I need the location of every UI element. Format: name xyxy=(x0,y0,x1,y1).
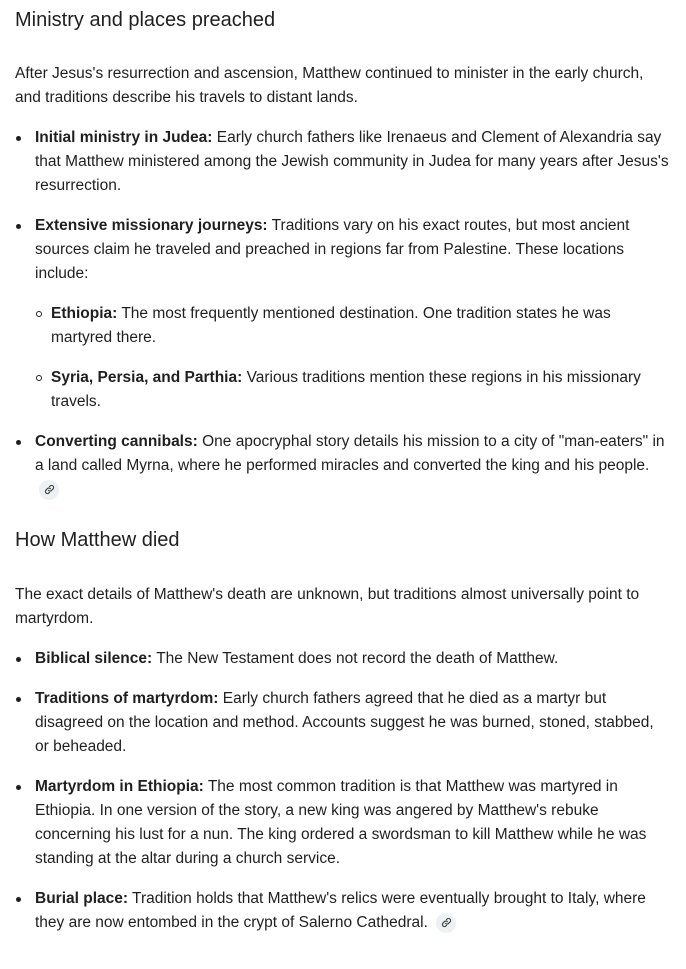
item-title: Converting cannibals: xyxy=(35,433,198,450)
item-text: Traditions vary on his exact routes, but most ancient sources claim he traveled and preached in regions far from Palestine. These locations include: xyxy=(35,217,630,282)
list-item xyxy=(15,647,670,671)
item-text: Early church fathers like Irenaeus and Clement of Alexandria say that Matthew ministered among the Jewish community in Judea for many years after Jesus's resurrection. xyxy=(35,129,669,194)
list-item xyxy=(15,687,670,759)
sublist-item xyxy=(35,302,670,350)
source-link-button[interactable] xyxy=(436,913,456,933)
subitem-text: Various traditions mention these regions in his missionary travels. xyxy=(51,369,641,410)
sublist-item xyxy=(35,366,670,414)
item-text: One apocryphal story details his mission to a city of "man-eaters" in a land called Myrna, where he performed miracles and converted the king and his people. xyxy=(35,433,665,474)
subitem-text: The most frequently mentioned destination. One tradition states he was martyred there. xyxy=(51,305,611,346)
link-icon xyxy=(44,484,55,495)
locations-sublist xyxy=(35,302,670,414)
item-title: Extensive missionary journeys: xyxy=(35,217,268,234)
source-link-button[interactable] xyxy=(39,480,59,500)
item-title: Traditions of martyrdom: xyxy=(35,690,219,707)
death-list xyxy=(15,647,670,935)
item-text: The most common tradition is that Matthew was martyred in Ethiopia. In one version of the story, a new king was angered by Matthew's rebuke concerning his lust for a nun. The king ordered a swordsman to kill Matthew while he was standing at the altar during a church service. xyxy=(35,778,647,867)
item-title: Burial place: xyxy=(35,890,129,907)
list-item xyxy=(15,775,670,871)
item-title: Initial ministry in Judea: xyxy=(35,129,213,146)
list-item xyxy=(15,126,670,198)
item-text: Early church fathers agreed that he died as a martyr but disagreed on the location and method. Accounts suggest he was burned, stoned, stabbed, or beheaded. xyxy=(35,690,654,755)
list-item xyxy=(15,430,670,502)
link-icon xyxy=(441,917,452,928)
section-intro-death: The exact details of Matthew's death are unknown, but traditions almost universally point to martyrdom. xyxy=(15,586,640,627)
item-text: The New Testament does not record the death of Matthew. xyxy=(152,650,559,667)
subitem-title: Syria, Persia, and Parthia: xyxy=(51,369,243,386)
item-text: Tradition holds that Matthew's relics were eventually brought to Italy, where they are now entombed in the crypt of Salerno Cathedral. xyxy=(35,890,646,931)
item-title: Martyrdom in Ethiopia: xyxy=(35,778,204,795)
section-heading-ministry: Ministry and places preached xyxy=(15,9,276,31)
section-heading-death: How Matthew died xyxy=(15,529,180,551)
ministry-list xyxy=(15,126,670,502)
list-item xyxy=(15,887,670,935)
item-title: Biblical silence: xyxy=(35,650,153,667)
subitem-title: Ethiopia: xyxy=(51,305,118,322)
section-intro-ministry: After Jesus's resurrection and ascension, Matthew continued to minister in the early church, and traditions describe his travels to distant lands. xyxy=(15,65,644,106)
list-item xyxy=(15,214,670,414)
